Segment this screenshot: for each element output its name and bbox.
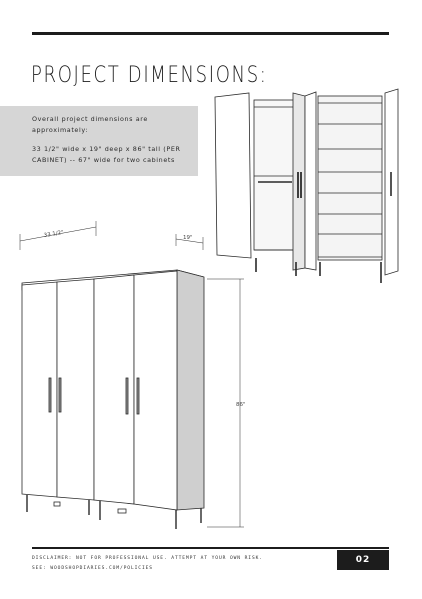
closed-cabinet-drawing: [20, 221, 244, 529]
cabinet-side-panel: [177, 270, 204, 510]
left-cabinet-interior: [254, 100, 296, 250]
door-4: [134, 271, 177, 510]
disclaimer: [32, 554, 292, 574]
open-left-door: [215, 93, 251, 258]
width-label: 33 1/2": [43, 229, 65, 239]
door-1: [22, 282, 57, 497]
open-center-door-right: [305, 92, 316, 270]
open-cabinet-drawing: [215, 89, 398, 283]
open-center-door-left: [293, 93, 305, 270]
page-title: PROJECT DIMENSIONS:: [31, 63, 268, 88]
right-cabinet-interior: [318, 96, 382, 260]
dimensions-intro: Overall project dimensions are approximately:: [32, 115, 148, 134]
height-label: 86": [236, 402, 246, 408]
disclaimer-line-1: DISCLAIMER: NOT FOR PROFESSIONAL USE. ATTEMPT AT YOUR OWN RISK.: [32, 556, 263, 561]
page-number-badge: [337, 550, 389, 570]
door-2: [57, 279, 94, 500]
depth-label: 19": [183, 235, 193, 241]
bottom-rule: [32, 547, 389, 549]
dimensions-detail: 33 1/2" wide x 19" deep x 86" tall (PER CABINET) -- 67" wide for two cabinets: [32, 145, 181, 164]
page-number: 02: [355, 555, 371, 565]
disclaimer-line-2: SEE: WOODSHOPDIARIES.COM/POLICIES: [32, 566, 153, 571]
